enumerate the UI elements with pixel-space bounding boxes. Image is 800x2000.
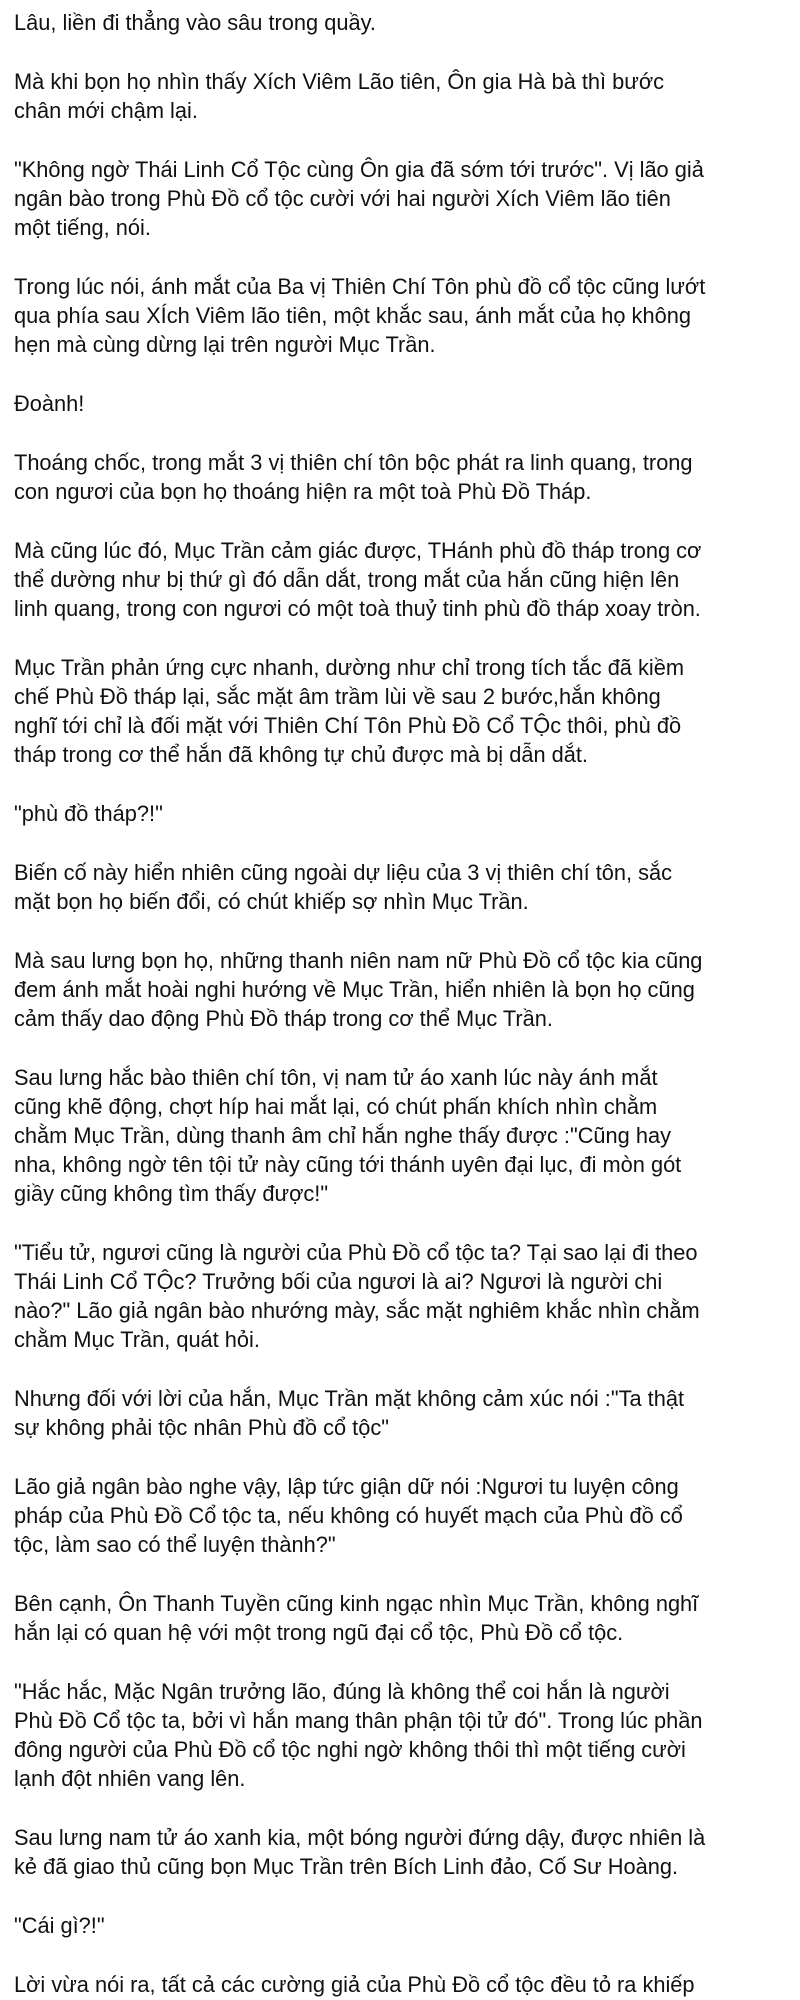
paragraph: Mục Trần phản ứng cực nhanh, dường như chỉ trong tích tắc đã kiềm chế Phù Đồ tháp lại, sắc mặt âm trầm lùi về sau 2 bước,hắn không nghĩ tới chỉ là đối mặt với Thiên Chí Tôn Phù Đồ Cổ TỘc thôi, phù đồ tháp trong cơ thể hắn đã không tự chủ được mà bị dẫn dắt. [14,655,685,767]
paragraph: Mà sau lưng bọn họ, những thanh niên nam nữ Phù Đồ cổ tộc kia cũng đem ánh mắt hoài nghi hướng về Mục Trần, hiển nhiên là bọn họ cũng cảm thấy dao động Phù Đồ tháp trong cơ thể Mục Trần. [14,948,703,1031]
paragraph: Sau lưng hắc bào thiên chí tôn, vị nam tử áo xanh lúc này ánh mắt cũng khẽ động, chợt híp hai mắt lại, có chút phấn khích nhìn chằm chằm Mục Trần, dùng thanh âm chỉ hắn nghe thấy được :"Cũng hay nha, không ngờ tên tội tử này cũng tới thánh uyên đại lục, đi mòn gót giầy cũng không tìm thấy được!" [14,1065,682,1206]
paragraph: Trong lúc nói, ánh mắt của Ba vị Thiên Chí Tôn phù đồ cổ tộc cũng lướt qua phía sau XÍch Viêm lão tiên, một khắc sau, ánh mắt của họ không hẹn mà cùng dừng lại trên người Mục Trần. [14,274,706,357]
paragraph: Mà khi bọn họ nhìn thấy Xích Viêm Lão tiên, Ôn gia Hà bà thì bước chân mới chậm lại. [14,69,665,123]
paragraph: "phù đồ tháp?!" [14,801,163,826]
paragraph: Mà cũng lúc đó, Mục Trần cảm giác được, THánh phù đồ tháp trong cơ thể dường như bị thứ gì đó dẫn dắt, trong mắt của hắn cũng hiện lên linh quang, trong con ngươi có một toà thuỷ tinh phù đồ tháp xoay tròn. [14,538,702,621]
paragraph: Thoáng chốc, trong mắt 3 vị thiên chí tôn bộc phát ra linh quang, trong con ngươi của bọn họ thoáng hiện ra một toà Phù Đồ Tháp. [14,450,693,504]
paragraph: Lời vừa nói ra, tất cả các cường giả của Phù Đồ cổ tộc đều tỏ ra khiếp [14,1972,695,1997]
paragraph: Lão giả ngân bào nghe vậy, lập tức giận dữ nói :Ngươi tu luyện công pháp của Phù Đồ Cổ tộc ta, nếu không có huyết mạch của Phù đồ cổ tộc, làm sao có thể luyện thành?" [14,1474,683,1557]
paragraph: "Cái gì?!" [14,1913,105,1938]
paragraph: Lâu, liền đi thẳng vào sâu trong quầy. [14,10,376,35]
paragraph: Nhưng đối với lời của hắn, Mục Trần mặt không cảm xúc nói :"Ta thật sự không phải tộc nhân Phù đồ cổ tộc" [14,1386,685,1440]
paragraph: Đoành! [14,391,85,416]
paragraph: Biến cố này hiển nhiên cũng ngoài dự liệu của 3 vị thiên chí tôn, sắc mặt bọn họ biến đổi, có chút khiếp sợ nhìn Mục Trần. [14,860,673,914]
paragraph: "Hắc hắc, Mặc Ngân trưởng lão, đúng là không thể coi hắn là người Phù Đồ Cổ tộc ta, bởi vì hắn mang thân phận tội tử đó". Trong lúc phần đông người của Phù Đồ cổ tộc nghi ngờ không thôi thì một tiếng cười lạnh đột nhiên vang lên. [14,1679,703,1791]
paragraph: "Tiểu tử, ngươi cũng là người của Phù Đồ cổ tộc ta? Tại sao lại đi theo Thái Linh Cổ TỘc? Trưởng bối của ngươi là ai? Ngươi là người chi nào?" Lão giả ngân bào nhướng mày, sắc mặt nghiêm khắc nhìn chằm chằm Mục Trần, quát hỏi. [14,1240,700,1352]
paragraph: "Không ngờ Thái Linh Cổ Tộc cùng Ôn gia đã sớm tới trước". Vị lão giả ngân bào trong Phù Đồ cổ tộc cười với hai người Xích Viêm lão tiên một tiếng, nói. [14,157,704,240]
paragraph: Sau lưng nam tử áo xanh kia, một bóng người đứng dậy, được nhiên là kẻ đã giao thủ cũng bọn Mục Trần trên Bích Linh đảo, Cố Sư Hoàng. [14,1825,706,1879]
paragraph: Bên cạnh, Ôn Thanh Tuyền cũng kinh ngạc nhìn Mục Trần, không nghĩ hắn lại có quan hệ với một trong ngũ đại cổ tộc, Phù Đồ cổ tộc. [14,1591,699,1645]
